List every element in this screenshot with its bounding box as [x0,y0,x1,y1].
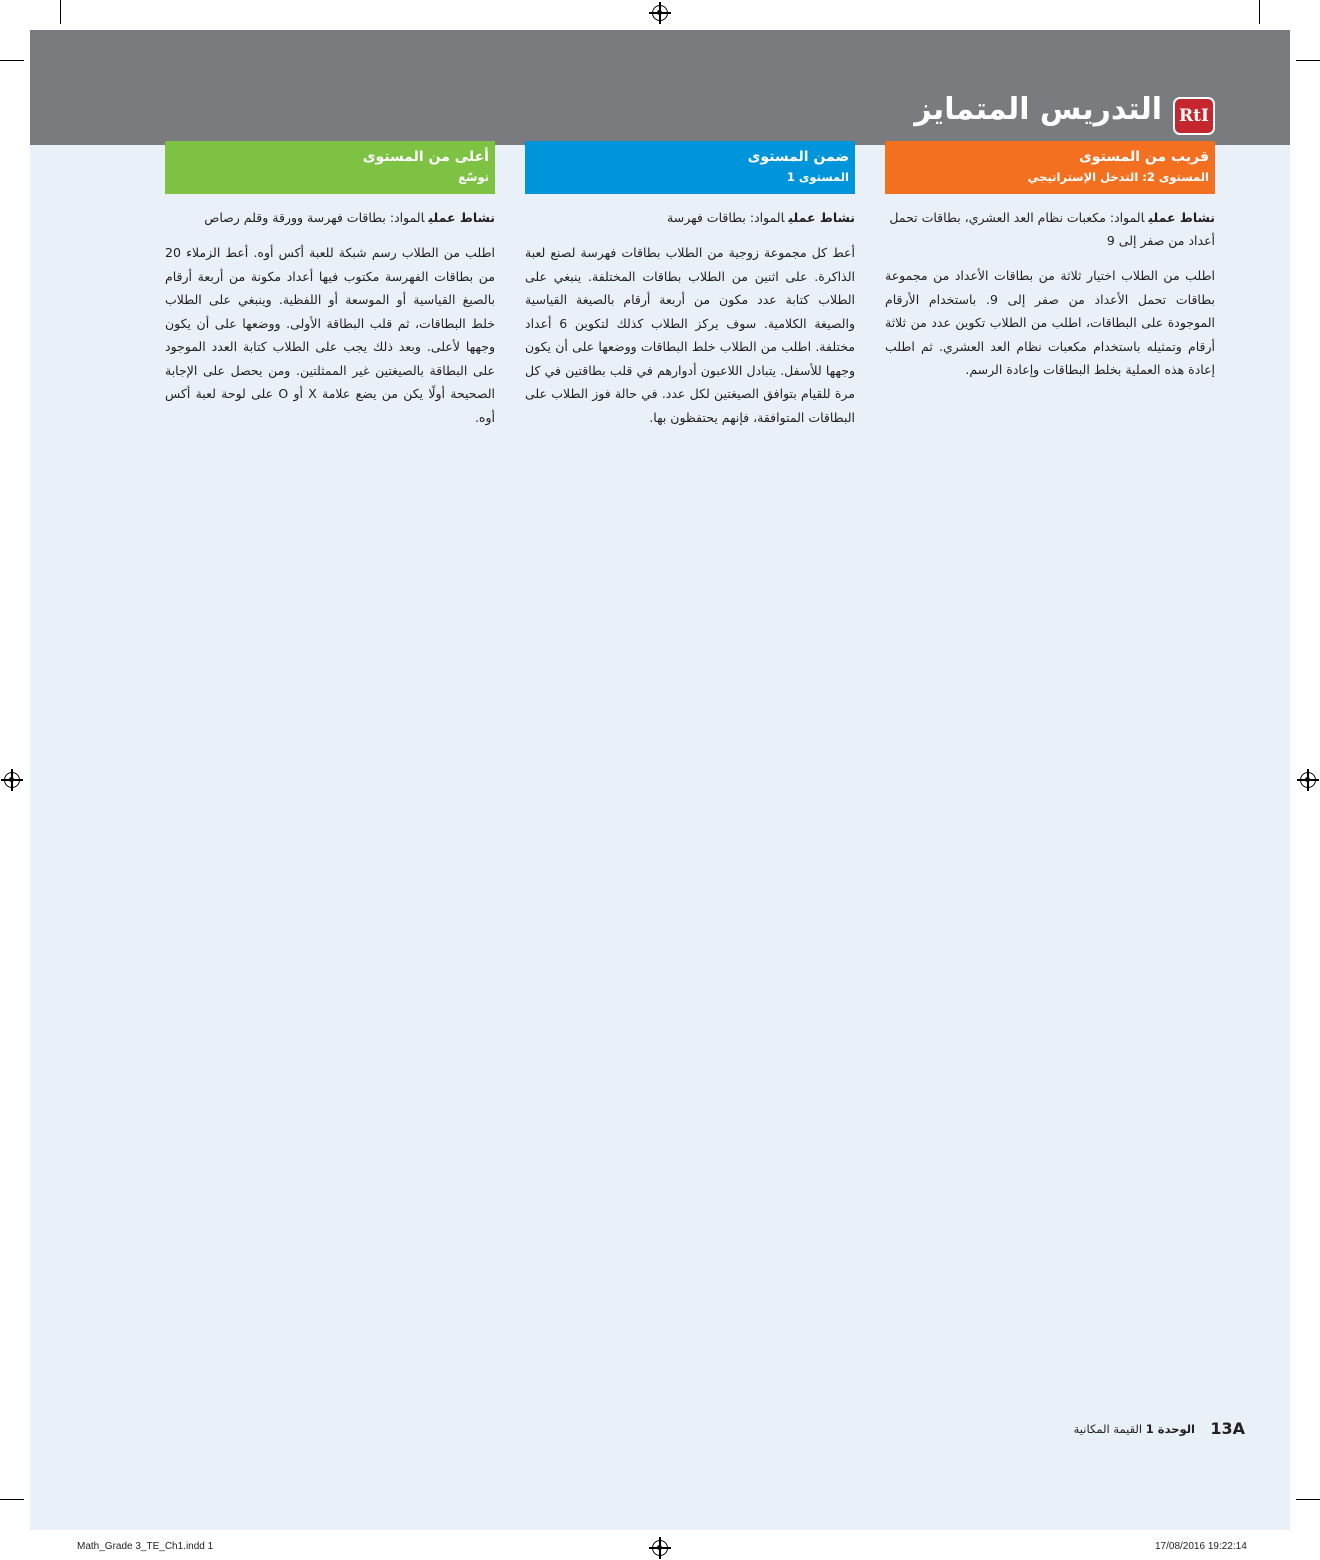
activity-line [885,206,1215,252]
column-header [525,141,855,194]
registration-mark-icon [4,772,20,788]
activity-materials: المواد: بطاقات فهرسة [667,210,785,225]
column-approaching-level [885,141,1215,382]
registration-mark-icon [652,1540,668,1556]
slug-filename: Math_Grade 3_TE_Ch1.indd 1 [77,1541,214,1552]
column-header [885,141,1215,194]
column-header [165,141,495,194]
activity-line [525,206,855,229]
column-subtitle: المستوى 2: التدخل الإستراتيجي [1027,170,1209,184]
column-title: قريب من المستوى [1079,149,1209,165]
activity-label: نشاط عملي [788,210,855,225]
column-subtitle: المستوى 1 [786,170,849,184]
crop-mark [1259,0,1260,24]
column-body: أعط كل مجموعة زوجية من الطلاب بطاقات فهرسة لصنع لعبة الذاكرة. على اثنين من الطلاب بطاقات المختلفة. ينبغي على الطلاب كتابة عدد مكون من أربعة أرقام بالصيغة القياسية والصيغة الكلامية. سوف يركز الطلاب كذلك لتكوين 6 أعداد مختلفة. اطلب من الطلاب خلط البطاقات ووضعها على أن يكون وجهها للأسفل. يتبادل اللاعبون أدوارهم في قلب بطاقتين في كل مرة للقيام بتوافق الصيغتين لكل عدد. في حالة فوز الطلاب على البطاقات المتوافقة، فإنهم يحتفظون بها. [525,245,855,425]
activity-label: نشاط عملي [1148,210,1215,225]
page-title: التدريس المتمايز [914,92,1162,127]
crop-mark [0,1499,24,1500]
activity-materials: المواد: مكعبات نظام العد العشري، بطاقات تحمل أعداد من صفر إلى 9 [889,210,1215,248]
column-title: أعلى من المستوى [362,149,489,165]
activity-line [165,206,495,229]
crop-mark [60,0,61,24]
rti-logo: RtI [1173,97,1215,135]
activity-materials: المواد: بطاقات فهرسة وورقة وقلم رصاص [204,210,425,225]
page-number: 13A [1210,1419,1245,1438]
unit-title: القيمة المكانية [1073,1422,1143,1436]
column-title: ضمن المستوى [747,149,849,165]
page-header [30,30,1290,145]
column-body: اطلب من الطلاب اختيار ثلاثة من بطاقات الأعداد من مجموعة بطاقات تحمل الأعداد من صفر إلى 9. باستخدام الأرقام الموجودة على البطاقات، اطلب من الطلاب تكوين عدد من ثلاثة أرقام وتمثيله باستخدام مكعبات نظام العد العشري. ثم اطلب إعادة هذه العملية بخلط البطاقات وإعادة الرسم. [885,268,1215,377]
column-subtitle: توسّع [458,170,489,184]
column-body: اطلب من الطلاب رسم شبكة للعبة أكس أوه. أعط الزملاء 20 من بطاقات الفهرسة مكتوب فيها أعداد مكونة من أربعة أرقام بالصيغ القياسية أو الموسعة أو اللفظية. وينبغي على الطلاب خلط البطاقات، ثم قلب البطاقة الأولى. ووضعها على أن يكون وجهها لأعلى. وبعد ذلك يجب على الطلاب كتابة العدد الموجود على البطاقة بالصيغتين غير الممثلتين. ومن يحصل على الإجابة الصحيحة أولًا يكن من يضع علامة X أو O على لوحة لعبة أكس أوه. [165,245,495,425]
activity-label: نشاط عملي [428,210,495,225]
footer-unit [1074,1422,1195,1436]
column-beyond-level [165,141,495,429]
slug-timestamp: 17/08/2016 19:22:14 [1155,1541,1247,1552]
unit-label: الوحدة 1 [1145,1422,1195,1436]
crop-mark [0,60,24,61]
crop-mark [1296,60,1320,61]
crop-mark [1296,1499,1320,1500]
registration-mark-icon [1300,772,1316,788]
column-on-level [525,141,855,429]
registration-mark-icon [652,5,668,21]
